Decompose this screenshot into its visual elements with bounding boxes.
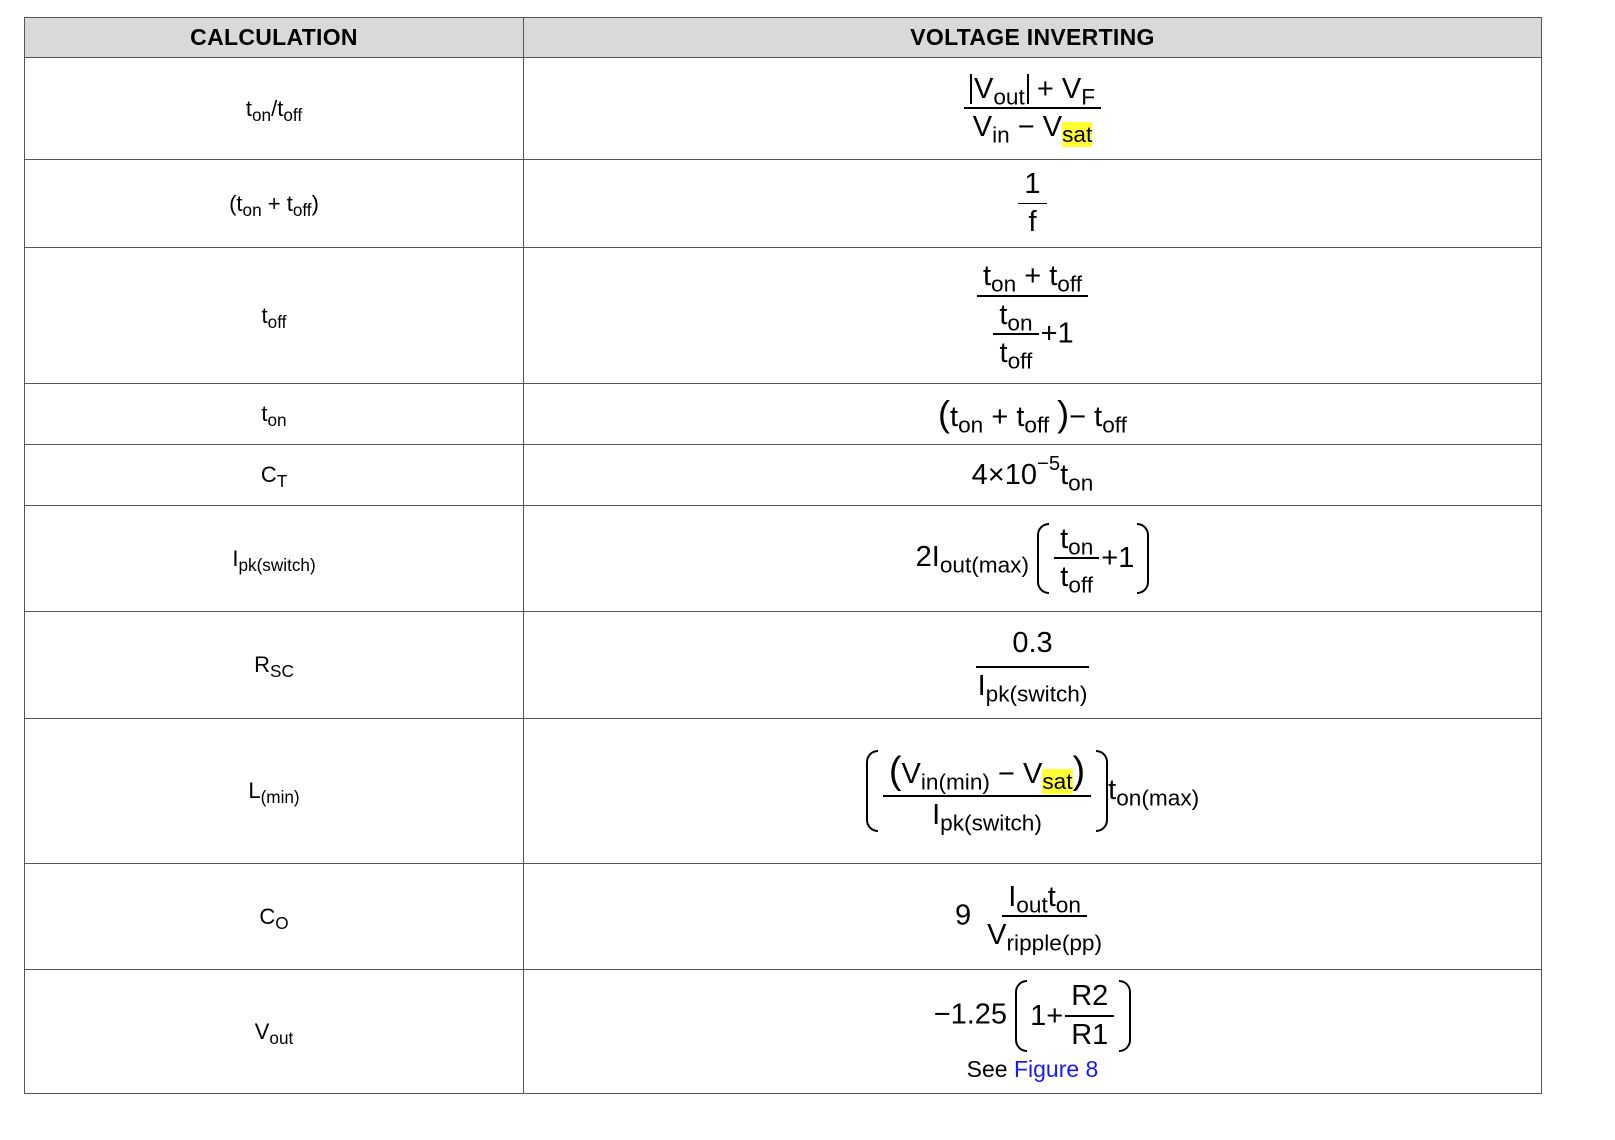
formula-ton-toff (524, 58, 1542, 160)
formula-rsc (524, 612, 1542, 719)
fraction: $\frac{t_{on}}{t_{off}}$ (1054, 523, 1099, 595)
fraction: $\frac{(V_{in(min)} - V_{sat})}{I_{pk(switch)}}$ (883, 750, 1091, 832)
row-label-ton-toff: $t_{on}/t_{off}$ (25, 58, 524, 160)
fraction: $\frac{V_{out} + V_F}{V_{in} - V_{sat}}$ (964, 73, 1101, 145)
row-label-co: $C_O$ (25, 864, 524, 970)
table-row (25, 864, 1542, 970)
fraction: $\frac{I_{out}t_{on}}{V_{ripple(pp)}}$ (987, 880, 1103, 956)
header-calculation: CALCULATION (25, 18, 524, 58)
calculation-table (24, 17, 1542, 1094)
formula-vout: −1.25 1+ $\frac{R2}{R1}$ See Figure 8 (524, 970, 1542, 1094)
header-voltage-inverting: VOLTAGE INVERTING (524, 18, 1542, 58)
formula-period (524, 160, 1542, 248)
table-row (25, 506, 1542, 612)
formula-co: 9 $\frac{I_{out}t_{on}}{V_{ripple(pp)}}$ (524, 864, 1542, 970)
row-label-lmin: $L_{(min)}$ (25, 719, 524, 864)
formula-ipk: $2I_{out(max)}$ $\frac{t_{on}}{t_{off}}$ + 1 (524, 506, 1542, 612)
row-label-vout: $V_{out}$ (25, 970, 524, 1094)
table-row (25, 445, 1542, 506)
row-label-toff: $t_{off}$ (25, 248, 524, 384)
highlight-sat: sat (1062, 122, 1093, 148)
table-row (25, 160, 1542, 248)
parentheses-group (866, 744, 1108, 838)
row-label-ton: $t_{on}$ (25, 384, 524, 445)
table-row (25, 612, 1542, 719)
fraction: $\frac{1}{f}$ (1018, 168, 1046, 239)
row-label-rsc: $R_{SC}$ (25, 612, 524, 719)
row-label-ipk: $I_{pk(switch)}$ (25, 506, 524, 612)
table-row (25, 719, 1542, 864)
table-row (25, 248, 1542, 384)
row-label-ton-plus-toff: $(t_{on} + t_{off})$ (25, 160, 524, 248)
figure-8-link[interactable]: Figure 8 (1013, 1055, 1099, 1082)
fraction: $\frac{R2}{R1}$ (1065, 980, 1114, 1052)
formula-lmin: $\frac{(V_{in(min)} - V_{sat})}{I_{pk(switch)}}$ $t_{on(max)}$ (524, 719, 1542, 864)
see-figure-note: See Figure 8 (966, 1055, 1099, 1082)
formula-toff (524, 248, 1542, 384)
table-header-row (25, 18, 1542, 58)
formula-ct: $4\times 10^{-5}t_{on}$ (524, 445, 1542, 506)
fraction: $\frac{0.3}{I_{pk(switch)}}$ (977, 626, 1088, 707)
formula-ton: ($t_{on} + t_{off}$ )− $t_{off}$ (524, 384, 1542, 445)
highlight-sat: sat (1042, 769, 1073, 795)
parentheses-group: 1+ $\frac{R2}{R1}$ (1015, 980, 1131, 1052)
row-label-ct: $C_T$ (25, 445, 524, 506)
inner-fraction: $\frac{t_{on}}{t_{off}}$ (993, 299, 1038, 371)
fraction: $t_{on} + t_{off}$ $\frac{t_{on}}{t_{off}}$ +1 (977, 260, 1088, 370)
table-row (25, 384, 1542, 445)
table-row (25, 970, 1542, 1094)
table-row (25, 58, 1542, 160)
parentheses-group: $\frac{t_{on}}{t_{off}}$ + 1 (1037, 523, 1149, 595)
